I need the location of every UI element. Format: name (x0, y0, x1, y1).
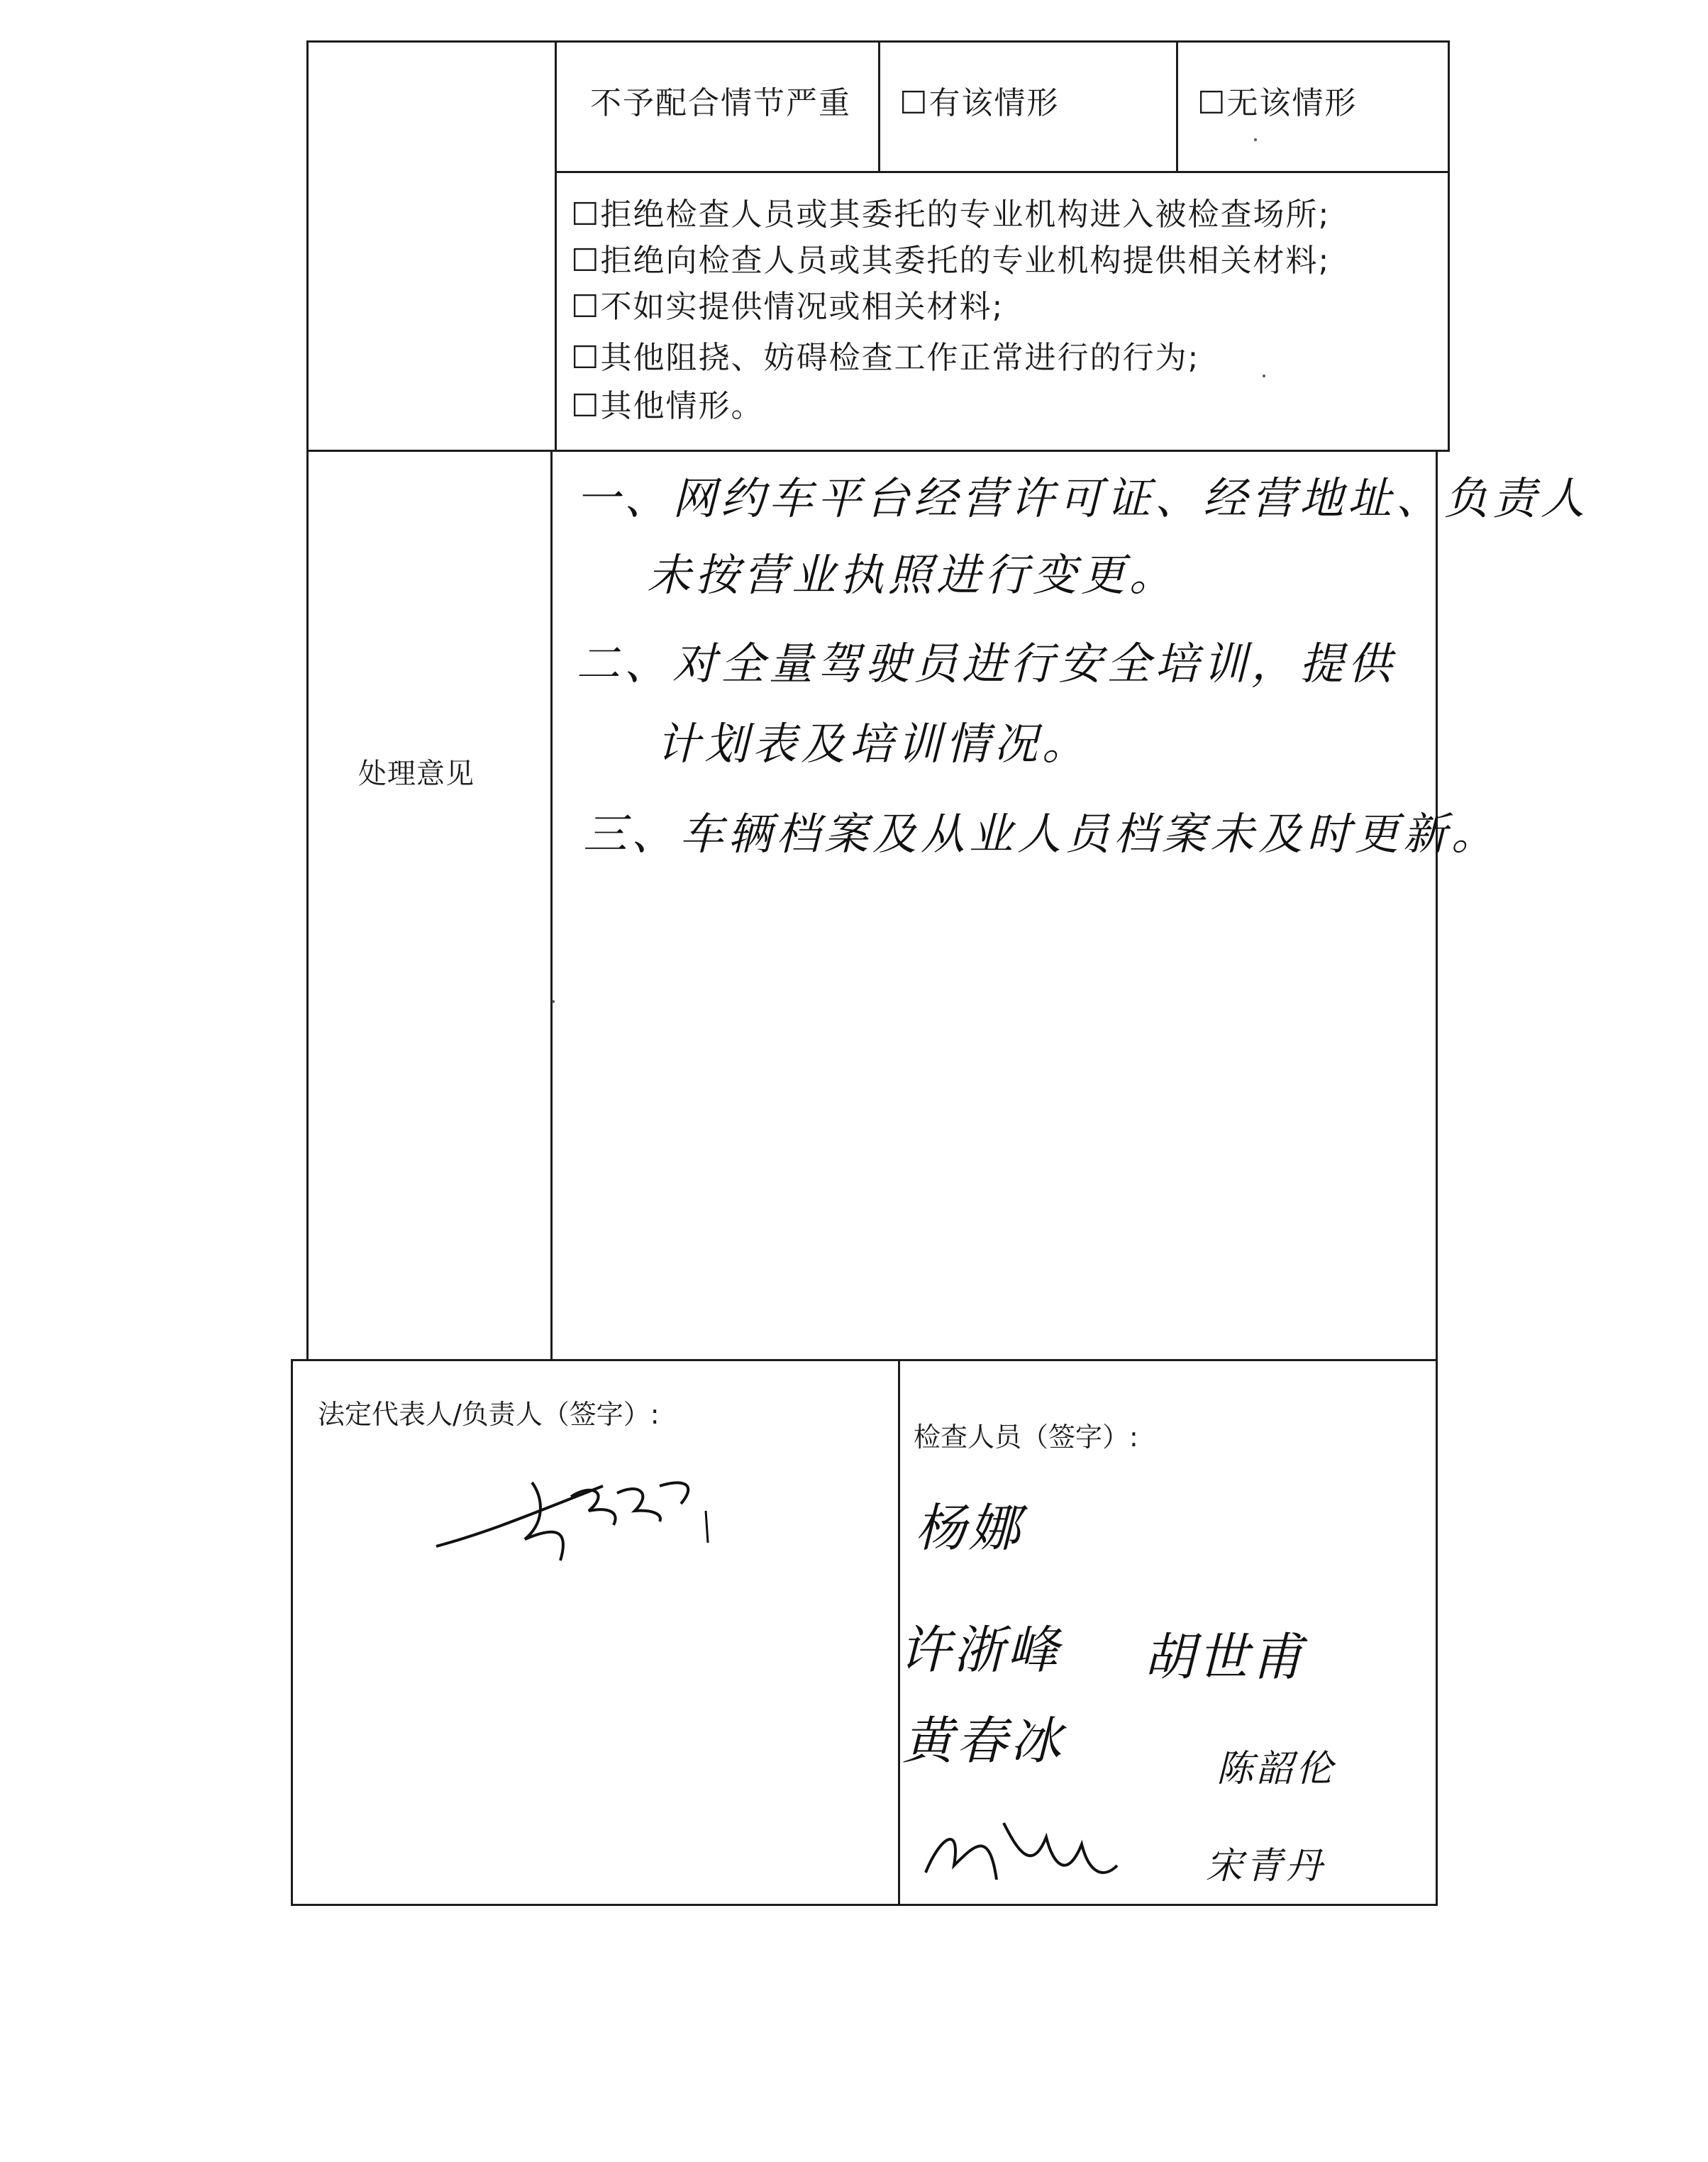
table-border-bottom (291, 1904, 1438, 1906)
table-border-right (1448, 40, 1450, 452)
severity-label: 不予配合情节严重 (590, 85, 851, 121)
checklist-item-4[interactable]: ☐其他阻挠、妨碍检查工作正常进行的行为; (571, 340, 1200, 376)
checklist-item-2[interactable]: ☐拒绝向检查人员或其委托的专业机构提供相关材料; (571, 243, 1331, 279)
opinion-line-4: 计划表及培训情况。 (656, 718, 1091, 770)
legal-rep-signature (426, 1454, 752, 1582)
inspector-signature-2: 许浙峰 (899, 1620, 1062, 1680)
opinion-label: 处理意见 (358, 758, 475, 790)
opinion-line-2: 未按营业执照进行变更。 (647, 549, 1178, 601)
opinion-bottom-line (292, 1359, 1438, 1361)
checklist-item-1[interactable]: ☐拒绝检查人员或其委托的专业机构进入被检查场所; (571, 196, 1331, 233)
checklist-bottom-line (306, 450, 1450, 452)
top-row-divider-1 (878, 40, 880, 172)
inspector-signature-4: 胡世甫 (1143, 1627, 1306, 1687)
table-border-left-lower (291, 1359, 293, 1905)
scan-speck (1263, 375, 1265, 377)
inspector-scribble (911, 1795, 1138, 1901)
inspector-signature-6: 宋青丹 (1206, 1845, 1326, 1887)
opinion-line-3: 二、对全量驾驶员进行安全培训，提供 (576, 638, 1397, 689)
checklist-item-3[interactable]: ☐不如实提供情况或相关材料; (571, 289, 1004, 325)
opinion-line-5: 三、车辆档案及从业人员档案未及时更新。 (583, 808, 1500, 860)
checklist-item-5[interactable]: ☐其他情形。 (571, 388, 764, 424)
option-no-checkbox[interactable]: ☐无该情形 (1197, 85, 1358, 121)
scan-speck (1254, 138, 1257, 141)
legal-rep-signature-label: 法定代表人/负责人（签字）: (318, 1399, 660, 1430)
label-column-divider (555, 40, 557, 452)
top-row-divider-2 (1176, 40, 1178, 172)
table-border-right-mid (1436, 450, 1438, 1905)
inspector-signature-1: 杨娜 (915, 1498, 1024, 1558)
option-yes-checkbox[interactable]: ☐有该情形 (899, 85, 1060, 121)
scan-speck (552, 1000, 555, 1003)
inspector-signature-3: 黄春冰 (902, 1711, 1065, 1770)
label-column-divider-lower (550, 450, 553, 1361)
top-row-bottom-line (555, 171, 1450, 173)
inspector-signature-label: 检查人员（签字）: (914, 1421, 1138, 1453)
opinion-line-1: 一、网约车平台经营许可证、经营地址、负责人 (576, 472, 1590, 524)
table-border-left (306, 40, 309, 1361)
inspector-signature-5: 陈韶伦 (1216, 1748, 1336, 1790)
